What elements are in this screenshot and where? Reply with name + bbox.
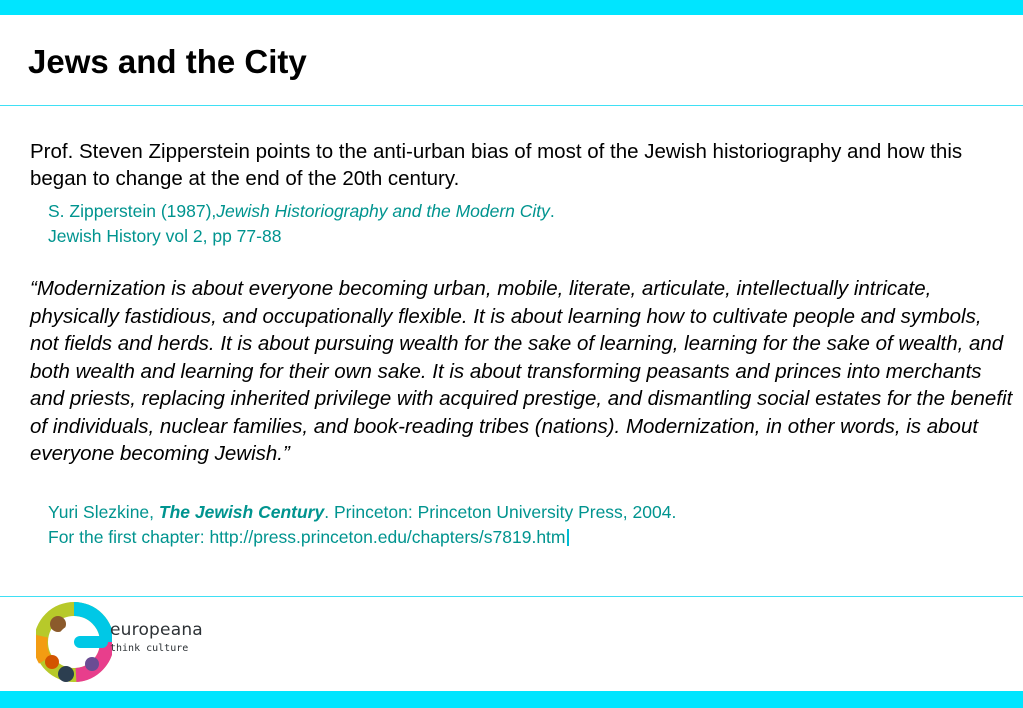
chapter-link[interactable]: For the first chapter: http://press.princeton.edu/chapters/s7819.htm [48, 527, 566, 547]
citation-book-title: The Jewish Century [158, 502, 325, 522]
top-accent-bar [0, 0, 1023, 15]
europeana-e-logo-icon [36, 602, 112, 688]
logo-tagline: think culture [110, 643, 189, 654]
citation-zipperstein-line1 [48, 199, 555, 224]
footer-divider [0, 596, 1023, 597]
citation-work-title: Jewish Historiography and the Modern City [216, 201, 550, 221]
citation-publisher: . Princeton: Princeton University Press, 2004. [324, 502, 677, 522]
citation-journal: Jewish History vol 2, pp 77-88 [48, 226, 282, 246]
text-cursor-icon [567, 529, 569, 546]
citation-author: Yuri Slezkine, [48, 502, 159, 522]
intro-paragraph: Prof. Steven Zipperstein points to the anti-urban bias of most of the Jewish historiography and how this began to change at the end of the 20th century. [30, 140, 963, 190]
citation-slezkine-line1 [48, 500, 676, 525]
citation-author: S. Zipperstein (1987), [48, 201, 217, 221]
europeana-logo [36, 602, 226, 688]
citation-period: . [549, 201, 555, 221]
bottom-accent-bar [0, 691, 1023, 708]
chapter-link-line [48, 525, 676, 550]
logo-wordmark: europeana [110, 620, 203, 640]
citation-zipperstein [48, 199, 555, 249]
title-divider [0, 105, 1023, 106]
citation-slezkine [48, 500, 676, 550]
modernization-quote: “Modernization is about everyone becoming urban, mobile, literate, articulate, intellectually intricate, physically fastidious, and occupationally flexible. It is about learning how to cultivate people and symbols, not fields and herds. It is about pursuing wealth for the sake of learning, learning for the sake of wealth, and both wealth and learning for their own sake. It is about transforming peasants and princes into merchants and priests, replacing inherited privilege with acquired prestige, and dismantling social estates for the benefit of individuals, nuclear families, and book-reading tribes (nations). Modernization, in other words, is about everyone becoming Jewish.” [30, 277, 1013, 465]
slide-title: Jews and the City [28, 43, 307, 80]
